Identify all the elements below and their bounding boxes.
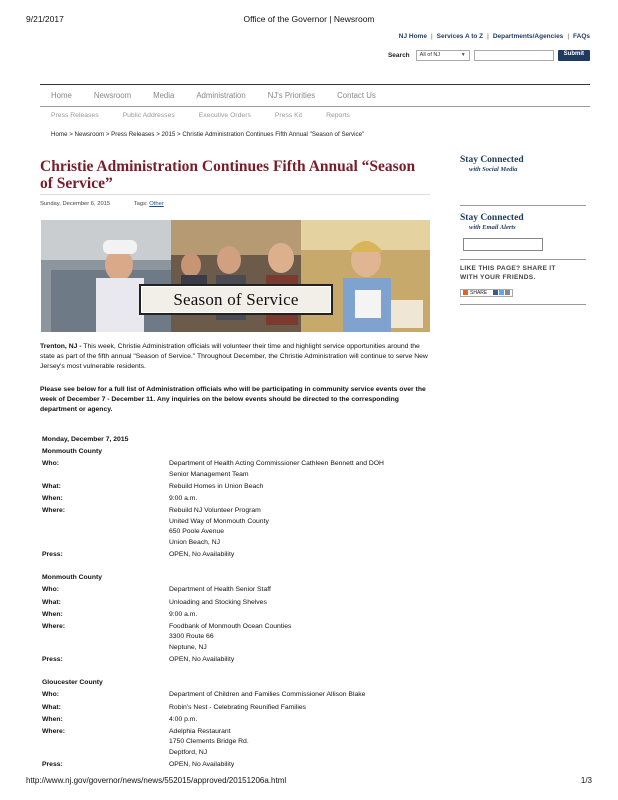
email-icon [505,290,510,295]
article-meta [40,194,430,207]
share-icon [463,290,468,295]
subnav-executive-orders[interactable]: Executive Orders [198,112,251,119]
nav-administration[interactable]: Administration [196,91,246,100]
page-title: Christie Administration Continues Fifth Annual “Season of Service” [40,158,416,192]
event-when-label: When: [42,610,63,618]
event-block [42,678,442,770]
event-schedule [42,435,442,772]
event-what-label: What: [42,483,61,490]
tags-label: Tags: [133,201,148,207]
breadcrumb[interactable]: Home > Newsroom > Press Releases > 2015 > Christie Administration Continues Fifth Annual "Season of Service" [51,131,365,138]
event-where-value [169,506,442,548]
event-who-value [169,690,442,701]
event-press-value: OPEN, No Availability [169,551,235,558]
event-who-label: Who: [42,691,59,698]
subnav-press-releases[interactable]: Press Releases [51,112,99,119]
notice-paragraph: Please see below for a full list of Administration officials who will be participating in community service events over the week of December 7 - December 11. Any inquiries on the below events should be directed to the corresponding department or agency. [40,386,426,413]
event-who-line: Department of Health Senior Staff [169,586,271,593]
event-where-value [169,622,442,654]
event-press-value: OPEN, No Availability [169,761,235,768]
banner-title: Season of Service [139,284,333,315]
event-what-label: What: [42,703,61,711]
event-press-row [42,550,442,560]
util-nj-home-link[interactable]: NJ Home [398,33,427,40]
event-press-row [42,655,442,665]
event-where-line: Rebuild NJ Volunteer Program [169,507,261,514]
event-what-value: Unloading and Stocking Shelves [169,598,267,606]
utility-nav: NJ Home | Services A to Z | Departments/Agencies | FAQs [398,33,590,40]
event-where-line: 3300 Route 66 [169,633,214,640]
lead-paragraph: Trenton, NJ - This week, Christie Administration officials will volunteer their time and highlight service opportunities around the state as part of the fifth annual "Season of Service." Throughout December, the Christie Administration will continue to serve New Jersey's most vulnerable residents. [40,343,428,370]
event-block [42,573,442,665]
nav-home[interactable]: Home [51,91,72,100]
event-when-label: When: [42,495,63,502]
event-where-line: Deptford, NJ [169,748,208,756]
util-departments-link[interactable]: Departments/Agencies [492,33,564,40]
event-who-line: Senior Management Team [169,470,249,478]
event-what-value: Rebuild Homes in Union Beach [169,483,264,490]
season-of-service-banner [41,220,430,332]
sidebar-divider [460,205,586,206]
event-when-value: 9:00 a.m. [169,610,198,618]
event-who-line: Department of Children and Families Commissioner Allison Blake [169,691,366,698]
social-subheading[interactable]: with Social Media [469,166,518,173]
social-heading: Stay Connected [460,155,524,165]
sidebar-divider [460,304,586,305]
event-what-value: Robin’s Nest - Celebrating Reunified Families [169,703,307,711]
event-county: Monmouth County [42,448,103,455]
sidebar [460,155,586,305]
event-where-line: Union Beach, NJ [169,538,221,546]
event-where-line: 1750 Clements Bridge Rd. [169,738,249,745]
event-who-value [169,459,442,480]
nav-newsroom[interactable]: Newsroom [93,91,132,100]
event-when-row [42,494,442,504]
event-press-label: Press: [42,551,63,558]
event-when-row [42,715,442,725]
print-date: 9/21/2017 [26,14,64,24]
event-block [42,447,442,560]
event-where-row [42,727,442,759]
event-who-label: Who: [42,460,59,467]
search-input[interactable] [474,50,554,61]
search-scope-select[interactable]: All of NJ ▼ [416,50,470,61]
event-where-line: Adelphia Restaurant [169,727,231,735]
print-url: http://www.nj.gov/governor/news/news/552015/approved/20151206a.html [26,776,287,785]
search-label: Search [387,52,410,59]
event-where-line: United Way of Monmouth County [169,517,269,525]
event-where-line: Neptune, NJ [169,643,207,651]
event-who-row [42,690,442,701]
sub-nav [51,112,374,119]
event-press-label: Press: [42,656,63,663]
search-submit-button[interactable]: Submit [558,50,590,61]
sidebar-divider [460,259,586,260]
event-when-value: 4:00 p.m. [169,715,198,723]
nav-contact[interactable]: Contact Us [337,91,376,100]
event-press-label: Press: [42,761,63,768]
event-press-value: OPEN, No Availability [169,656,235,663]
event-where-row [42,622,442,654]
event-what-row [42,703,442,713]
event-where-line: Foodbank of Monmouth Ocean Counties [169,622,292,630]
event-where-row [42,506,442,548]
main-nav [40,84,590,107]
banner-photo-collage [41,220,430,332]
share-button[interactable]: SHARE [460,289,513,297]
event-when-row [42,610,442,620]
event-what-label: What: [42,598,61,606]
email-subheading: with Email Alerts [469,224,516,231]
nav-media[interactable]: Media [153,91,175,100]
event-where-value [169,727,442,759]
event-when-label: When: [42,715,63,723]
share-prompt: LIKE THIS PAGE? SHARE IT WITH YOUR FRIENDS. [460,265,556,281]
event-what-row [42,598,442,608]
event-county: Monmouth County [42,574,103,581]
print-page-number: 1/3 [580,776,592,785]
event-who-line: Department of Health Acting Commissioner Cathleen Bennett and DOH [169,460,384,467]
util-faqs-link[interactable]: FAQs [573,33,590,40]
event-who-value [169,585,442,596]
event-county: Gloucester County [42,679,103,686]
event-who-row [42,585,442,596]
event-who-row [42,459,442,480]
event-where-line: 650 Poole Avenue [169,528,225,535]
util-services-link[interactable]: Services A to Z [436,33,484,40]
event-press-row [42,760,442,770]
tag-link[interactable]: Other [149,201,164,207]
nav-priorities[interactable]: NJ's Priorities [267,91,316,100]
event-when-value: 9:00 a.m. [169,495,198,502]
subnav-reports[interactable]: Reports [326,112,350,119]
email-input[interactable] [463,238,543,251]
event-where-label: Where: [42,727,66,735]
event-who-label: Who: [42,586,59,593]
schedule-day: Monday, December 7, 2015 [42,436,129,443]
print-title: Office of the Governor | Newsroom [243,14,375,24]
chevron-down-icon: ▼ [460,52,466,58]
event-where-label: Where: [42,622,66,630]
subnav-press-kit[interactable]: Press Kit [274,112,303,119]
twitter-icon [499,290,504,295]
email-heading: Stay Connected [460,213,524,223]
print-header [26,14,592,26]
facebook-icon [493,290,498,295]
article-date: Sunday, December 6, 2015 [40,201,111,207]
event-where-label: Where: [42,507,66,514]
search-bar [388,49,590,62]
subnav-public-addresses[interactable]: Public Addresses [122,112,175,119]
event-what-row [42,482,442,492]
